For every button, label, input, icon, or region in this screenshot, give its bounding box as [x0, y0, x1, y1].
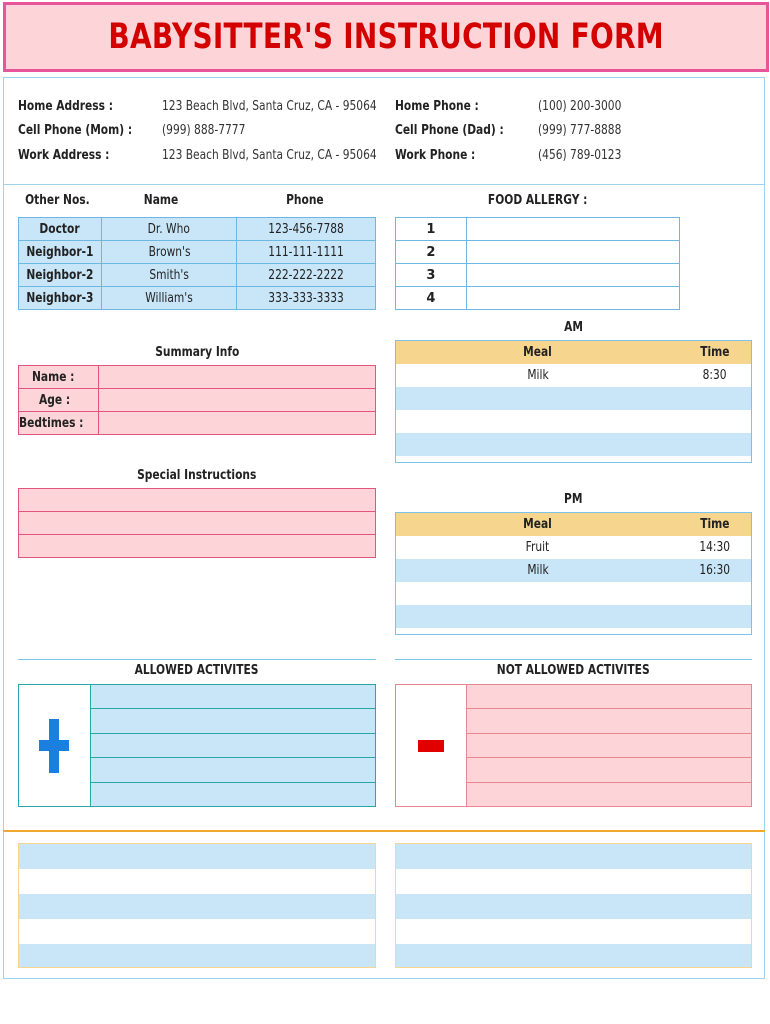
- special-instruction-field[interactable]: [19, 489, 376, 512]
- notes-line[interactable]: [396, 844, 751, 869]
- table-row: [396, 287, 680, 310]
- notes-line[interactable]: [19, 894, 375, 919]
- pm-title: PM: [564, 492, 583, 507]
- not-allowed-activity-field[interactable]: [466, 782, 751, 806]
- time-cell[interactable]: [679, 582, 751, 605]
- table-row: [396, 536, 751, 559]
- allergy-field[interactable]: [466, 287, 679, 310]
- divider: [18, 659, 376, 660]
- title-banner: [3, 2, 769, 72]
- time-cell[interactable]: 8:30: [679, 364, 751, 387]
- summary-title: Summary Info: [154, 345, 240, 360]
- divider: [3, 830, 765, 832]
- notes-line[interactable]: [396, 894, 751, 919]
- meal-cell[interactable]: Milk: [396, 364, 679, 387]
- minus-icon: [417, 739, 445, 753]
- table-row: [396, 241, 680, 264]
- contact-phone[interactable]: 111-111-1111: [237, 241, 376, 264]
- allowed-activity-field[interactable]: [90, 733, 375, 757]
- cell-dad-label: Cell Phone (Dad) :: [395, 123, 504, 138]
- pm-meal-table: [396, 513, 751, 628]
- notes-box-right: [395, 843, 752, 968]
- not-allowed-activity-field[interactable]: [466, 758, 751, 782]
- table-row: [19, 512, 376, 535]
- contact-phone[interactable]: 333-333-3333: [237, 287, 376, 310]
- food-allergy-table: [395, 217, 680, 310]
- meal-cell[interactable]: [396, 387, 679, 410]
- phone-header: Phone: [285, 193, 324, 208]
- table-header-row: [396, 341, 751, 364]
- meal-cell[interactable]: Milk: [396, 559, 679, 582]
- table-row: [396, 685, 752, 709]
- divider: [395, 659, 752, 660]
- contact-name[interactable]: William's: [101, 287, 237, 310]
- name-field[interactable]: [98, 366, 375, 389]
- page-title: BABYSITTER'S INSTRUCTION FORM: [108, 17, 664, 57]
- food-allergy-title: FOOD ALLERGY :: [487, 193, 588, 208]
- special-instructions-title: Special Instructions: [137, 468, 257, 483]
- age-field[interactable]: [98, 389, 375, 412]
- table-row: [19, 535, 376, 558]
- contact-phone[interactable]: 123-456-7788: [237, 218, 376, 241]
- table-row: [396, 559, 751, 582]
- contact-phone[interactable]: 222-222-2222: [237, 264, 376, 287]
- table-row: [396, 218, 680, 241]
- meal-cell[interactable]: [396, 433, 679, 456]
- not-allowed-activity-field[interactable]: [466, 685, 751, 709]
- home-phone-value: (100) 200-3000: [538, 99, 622, 114]
- notes-line[interactable]: [19, 944, 375, 968]
- contact-role: Doctor: [19, 218, 102, 241]
- table-row: [19, 287, 376, 310]
- allowed-activity-field[interactable]: [90, 758, 375, 782]
- allowed-activity-field[interactable]: [90, 709, 375, 733]
- time-header: Time: [679, 341, 751, 364]
- other-numbers-table: [18, 217, 376, 310]
- not-allowed-activity-field[interactable]: [466, 709, 751, 733]
- am-title: AM: [564, 320, 583, 335]
- allergy-number: 2: [396, 241, 467, 264]
- table-row: [19, 412, 376, 435]
- home-address-label: Home Address :: [18, 99, 113, 114]
- notes-box-left: [18, 843, 376, 968]
- allowed-activities-title: ALLOWED ACTIVITES: [135, 663, 259, 678]
- meal-cell[interactable]: [396, 605, 679, 628]
- name-header: Name: [144, 193, 179, 208]
- bedtimes-label: Bedtimes :: [19, 412, 99, 435]
- summary-table: [18, 365, 376, 435]
- name-label: Name :: [19, 366, 99, 389]
- table-row: [19, 685, 376, 709]
- cell-mom-label: Cell Phone (Mom) :: [18, 123, 133, 138]
- time-cell[interactable]: 14:30: [679, 536, 751, 559]
- special-instruction-field[interactable]: [19, 535, 376, 558]
- time-cell[interactable]: [679, 387, 751, 410]
- meal-header: Meal: [396, 341, 679, 364]
- contact-name[interactable]: Dr. Who: [101, 218, 237, 241]
- notes-line[interactable]: [396, 869, 751, 894]
- table-row: [19, 264, 376, 287]
- work-address-value: 123 Beach Blvd, Santa Cruz, CA - 95064: [162, 148, 377, 163]
- divider: [3, 184, 765, 185]
- time-cell[interactable]: 16:30: [679, 559, 751, 582]
- meal-header: Meal: [396, 513, 679, 536]
- bedtimes-field[interactable]: [98, 412, 375, 435]
- work-phone-label: Work Phone :: [395, 148, 476, 163]
- table-row: [396, 605, 751, 628]
- allergy-field[interactable]: [466, 218, 679, 241]
- allowed-activity-field[interactable]: [90, 685, 375, 709]
- meal-cell[interactable]: Fruit: [396, 536, 679, 559]
- age-label: Age :: [19, 389, 99, 412]
- special-instructions-table: [18, 488, 376, 558]
- time-cell[interactable]: [679, 410, 751, 433]
- contact-name[interactable]: Brown's: [101, 241, 237, 264]
- allergy-field[interactable]: [466, 241, 679, 264]
- not-allowed-activities-title: NOT ALLOWED ACTIVITES: [497, 663, 650, 678]
- notes-line[interactable]: [396, 919, 751, 944]
- table-row: [19, 241, 376, 264]
- table-row: [396, 264, 680, 287]
- table-row: [396, 387, 751, 410]
- table-row: [396, 433, 751, 456]
- table-row: [396, 582, 751, 605]
- am-meal-table: [396, 341, 751, 456]
- table-row: [19, 389, 376, 412]
- allergy-field[interactable]: [466, 264, 679, 287]
- special-instruction-field[interactable]: [19, 512, 376, 535]
- cell-dad-value: (999) 777-8888: [538, 123, 622, 138]
- notes-line[interactable]: [396, 944, 751, 968]
- meal-cell[interactable]: [396, 582, 679, 605]
- allowed-icon-cell: [19, 685, 91, 807]
- allergy-number: 4: [396, 287, 467, 310]
- not-allowed-activities-table: [395, 684, 752, 807]
- table-row: [19, 366, 376, 389]
- work-phone-value: (456) 789-0123: [538, 148, 622, 163]
- home-address-value: 123 Beach Blvd, Santa Cruz, CA - 95064: [162, 99, 377, 114]
- home-phone-label: Home Phone :: [395, 99, 479, 114]
- cell-mom-value: (999) 888-7777: [162, 123, 246, 138]
- notes-line[interactable]: [19, 919, 375, 944]
- table-row: [19, 218, 376, 241]
- table-row: [396, 364, 751, 387]
- meal-cell[interactable]: [396, 410, 679, 433]
- not-allowed-activity-field[interactable]: [466, 733, 751, 757]
- time-cell[interactable]: [679, 605, 751, 628]
- allergy-number: 3: [396, 264, 467, 287]
- time-cell[interactable]: [679, 433, 751, 456]
- allowed-activity-field[interactable]: [90, 782, 375, 806]
- time-header: Time: [679, 513, 751, 536]
- notes-line[interactable]: [19, 844, 375, 869]
- plus-icon: [37, 717, 71, 775]
- allowed-activities-table: [18, 684, 376, 807]
- allergy-number: 1: [396, 218, 467, 241]
- table-row: [396, 410, 751, 433]
- notes-line[interactable]: [19, 869, 375, 894]
- contact-name[interactable]: Smith's: [101, 264, 237, 287]
- other-nos-header: Other Nos.: [25, 193, 90, 208]
- work-address-label: Work Address :: [18, 148, 110, 163]
- contact-role: Neighbor-1: [19, 241, 102, 264]
- table-row: [19, 489, 376, 512]
- contact-role: Neighbor-3: [19, 287, 102, 310]
- not-allowed-icon-cell: [396, 685, 467, 807]
- contact-role: Neighbor-2: [19, 264, 102, 287]
- table-header-row: [396, 513, 751, 536]
